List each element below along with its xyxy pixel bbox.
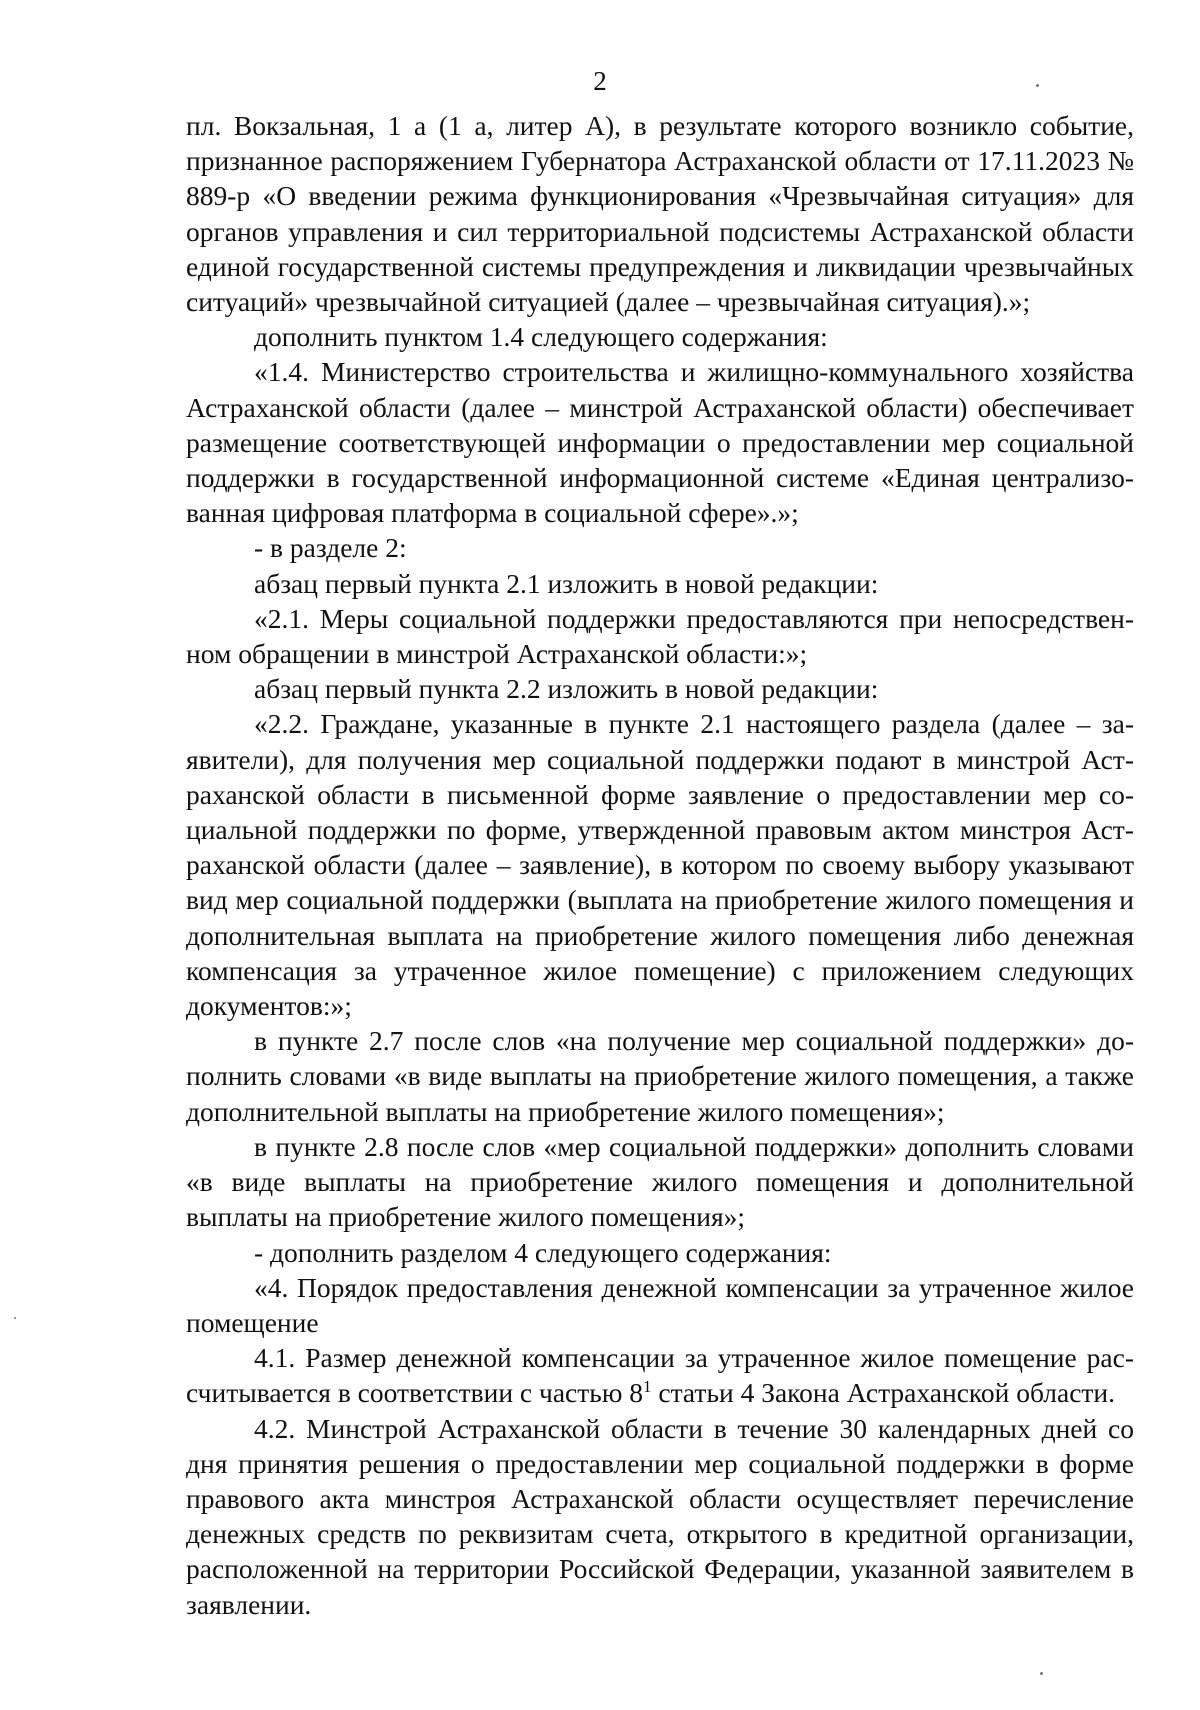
paragraph-point-2-8: в пункте 2.8 после слов «мер социальной поддержки» дополнить словами «в виде выплаты на приобретение жилого помещения и дополнительной выплаты на приобретение жилого помещения»;	[186, 1130, 1134, 1233]
page-number: 2	[593, 66, 607, 96]
paragraph-point-2-2: «2.2. Граждане, указанные в пункте 2.1 настоящего раздела (далее – заявители), для получения мер социальной поддержки подают в минстрой Астраханской области в письменной форме заявление о предоставлении мер социальной поддержки по форме, утвержденной правовым актом минстроя Астраханской области (далее – заявление), в котором по своему выбору указывают вид мер социальной поддержки (выплата на приобретение жилого помещения и дополнительная выплата на приобретение жилого помещения либо денежная компенсация за утраченное жилое помещение) с приложением следующих документов:»;	[186, 708, 1134, 1022]
paragraph-2-1-intro: абзац первый пункта 2.1 изложить в новой редакции:	[254, 567, 879, 599]
paragraph-point-4-1	[186, 1340, 1134, 1410]
point-4-1-superscript: 1	[643, 1377, 652, 1397]
paragraph-add-section-4: - дополнить разделом 4 следующего содержания:	[254, 1236, 832, 1268]
point-4-1-text-before: 4.1. Размер денежной компенсации за утраченное жилое помещение рассчитывается в соответствии с частью 8	[186, 1342, 1134, 1409]
scan-speck	[1036, 84, 1039, 87]
paragraph-point-1-4: «1.4. Министерство строительства и жилищно-коммунального хозяйства Астраханской области (далее – минстрой Астраханской области) обеспечивает размещение соответствующей информации о предоставлении мер социальной поддержки в государственной информационной системе «Единая централизованная цифровая платформа в социальной сфере».»;	[186, 356, 1134, 529]
paragraph-point-2-7: в пункте 2.7 после слов «на получение мер социальной поддержки» дополнить словами «в виде выплаты на приобретение жилого помещения, а также дополнительной выплаты на приобретение жилого помещения»;	[186, 1025, 1134, 1127]
paragraph-continuation: пл. Вокзальная, 1 а (1 а, литер А), в результате которого возникло событие, признанное распоряжением Губернатора Астраханской области от 17.11.2023 № 889-р «О введении режима функционирования «Чрезвычайная ситуация» для органов управления и сил территориальной подсистемы Астраханской области единой государственной системы предупреждения и ликвидации чрезвычайных ситуаций» чрезвычайной ситуацией (далее – чрезвычайная ситуация).»;	[186, 110, 1134, 318]
section-4-heading: «4. Порядок предоставления денежной компенсации за утраченное жилое помещение	[186, 1271, 1134, 1338]
document-body	[186, 108, 1134, 1622]
paragraph-2-2-intro: абзац первый пункта 2.2 изложить в новой редакции:	[254, 673, 879, 705]
scan-speck	[1040, 1672, 1043, 1675]
paragraph-section-2: - в разделе 2:	[254, 532, 407, 564]
point-4-1-text-after: статьи 4 Закона Астраханской области.	[651, 1377, 1116, 1409]
paragraph-add-point-1-4: дополнить пунктом 1.4 следующего содержания:	[254, 321, 828, 353]
paragraph-point-4-2: 4.2. Минстрой Астраханской области в течение 30 календарных дней со дня принятия решения о предоставлении мер социальной поддержки в форме правового акта минстроя Астраханской области осуществляет перечисление денежных средств по реквизитам счета, открытого в кредитной организации, расположенной на территории Российской Федерации, указанной заявителем в заявлении.	[186, 1412, 1134, 1620]
scan-speck	[14, 1317, 16, 1319]
paragraph-point-2-1: «2.1. Меры социальной поддержки предоставляются при непосредственном обращении в минстрой Астраханской области:»;	[186, 602, 1134, 670]
